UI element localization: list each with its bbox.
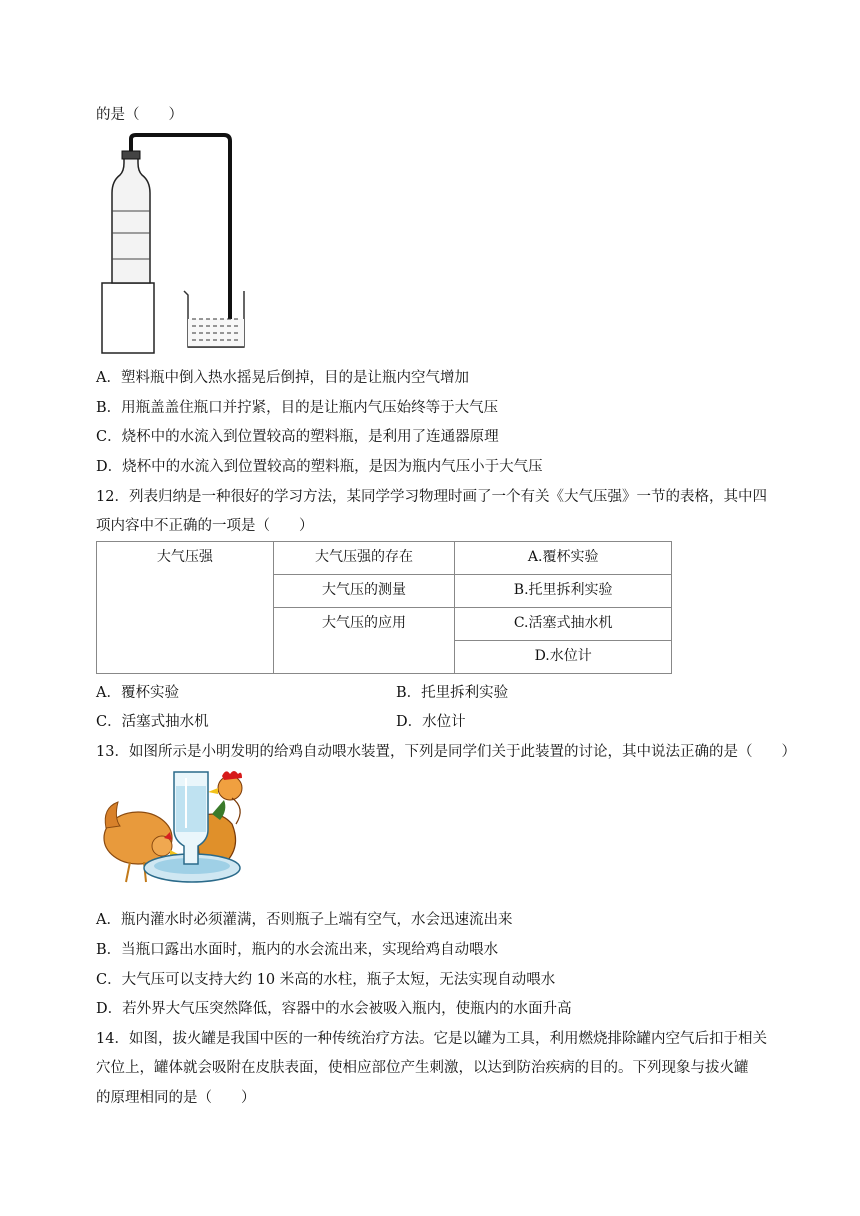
- bottle-cap: [122, 151, 140, 159]
- q13-option-d: D．若外界大气压突然降低，容器中的水会被吸入瓶内，使瓶内的水面升高: [96, 1001, 572, 1017]
- q11-option-a: A．塑料瓶中倒入热水摇晃后倒掉，目的是让瓶内空气增加: [96, 370, 469, 386]
- q11-option-c: C．烧杯中的水流入到位置较高的塑料瓶，是利用了连通器原理: [96, 429, 499, 445]
- table-item-c: C.活塞式抽水机: [455, 608, 672, 641]
- q12-option-b: B．托里拆利实验: [396, 685, 509, 701]
- table-topic-3: 大气压的应用: [273, 608, 455, 674]
- q12-option-c: C．活塞式抽水机: [96, 714, 209, 730]
- q11-stem-tail: 的是（ ）: [96, 107, 183, 123]
- table-item-d: D.水位计: [455, 641, 672, 674]
- bottle-beaker-figure: [98, 133, 258, 355]
- summary-table: [96, 541, 672, 674]
- q12-option-d: D．水位计: [396, 714, 466, 730]
- q14-line2: 穴位上，罐体就会吸附在皮肤表面，使相应部位产生刺激，以达到防治疾病的目的。下列现象与拔火罐: [96, 1060, 749, 1076]
- q13-option-a: A．瓶内灌水时必须灌满，否则瓶子上端有空气，水会迅速流出来: [96, 912, 513, 928]
- rooster-head: [218, 776, 242, 800]
- q12-stem-line2: 项内容中不正确的一项是（ ）: [96, 518, 314, 534]
- q14-line1: 14．如图，拔火罐是我国中医的一种传统治疗方法。它是以罐为工具，利用燃烧排除罐内空气后扣于相关: [96, 1031, 767, 1047]
- q14-line3: 的原理相同的是（ ）: [96, 1090, 256, 1106]
- chicken-waterer-figure: [100, 768, 252, 890]
- q12-stem-line1: 12．列表归纳是一种很好的学习方法，某同学学习物理时画了一个有关《大气压强》一节的表格，其中四: [96, 489, 767, 505]
- table-item-b: B.托里拆利实验: [455, 575, 672, 608]
- q11-option-b: B．用瓶盖盖住瓶口并拧紧，目的是让瓶内气压始终等于大气压: [96, 400, 499, 416]
- stand-block: [102, 283, 154, 353]
- table-item-a: A.覆杯实验: [455, 542, 672, 575]
- q11-option-d: D．烧杯中的水流入到位置较高的塑料瓶，是因为瓶内气压小于大气压: [96, 459, 543, 475]
- table-topic-1: 大气压强的存在: [273, 542, 455, 575]
- q12-option-a: A．覆杯实验: [96, 685, 179, 701]
- q13-stem: 13．如图所示是小明发明的给鸡自动喂水装置，下列是同学们关于此装置的讨论，其中说法正确的是（ ）: [96, 744, 796, 760]
- table-col1: 大气压强: [97, 542, 274, 674]
- table-topic-2: 大气压的测量: [273, 575, 455, 608]
- q13-option-c: C．大气压可以支持大约 10 米高的水柱，瓶子太短，无法实现自动喂水: [96, 972, 556, 988]
- q13-option-b: B．当瓶口露出水面时，瓶内的水会流出来，实现给鸡自动喂水: [96, 942, 499, 958]
- plastic-bottle: [112, 157, 150, 283]
